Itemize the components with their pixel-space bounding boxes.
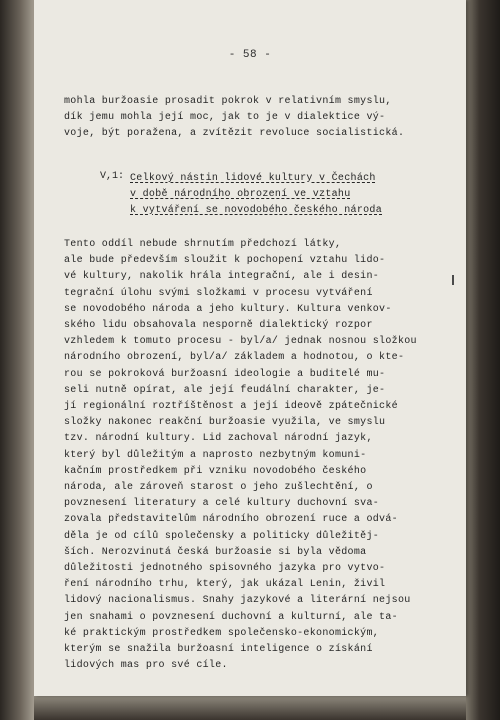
- text-line: děla je od cílů společensky a politicky důležitěj-: [64, 530, 380, 542]
- text-line: kačním prostředkem při vzniku novodobého českého: [64, 465, 367, 477]
- text-line: povznesení literatury a celé kultury duchovní sva-: [64, 498, 380, 510]
- text-line: jen snahami o povznesení duchovní a kulturní, ale ta-: [64, 611, 398, 623]
- section-number: V,1:: [100, 171, 125, 182]
- page-number: - 58 -: [228, 49, 272, 61]
- text-line: mohla buržoasie prosadit pokrok v relativním smyslu,: [64, 96, 392, 107]
- text-line: důležitosti jednotného spisovného jazyka pro vytvo-: [64, 563, 386, 575]
- body-paragraph: [64, 237, 454, 674]
- text-line: vzhledem k tomuto procesu - byl/a/ jednak nosnou složkou: [64, 336, 417, 348]
- scan-left-edge: [0, 0, 34, 720]
- text-line: Tento oddíl nebude shrnutím předchozí látky,: [64, 239, 342, 250]
- text-line: ření národního trhu, který, jak ukázal Lenin, živil: [64, 579, 386, 591]
- text-line: vé kultury, nakolik hrála integrační, ale i desin-: [64, 271, 380, 283]
- heading-line: Celkový nástin lidové kultury v Čechách: [130, 173, 376, 184]
- text-line: lidových mas pro své cíle.: [64, 660, 228, 672]
- text-line: národa, ale zároveň starost o jeho zušlechtění, o: [64, 482, 373, 494]
- heading-line: v době národního obrození ve vztahu: [130, 189, 351, 200]
- text-line: ale bude především sloužit k pochopení vztahu lido-: [64, 255, 386, 267]
- text-line: seli nutně opírat, ale její feudální charakter, je-: [64, 384, 386, 396]
- text-line: zovala představitelům národního obrození ruce a odvá-: [64, 514, 398, 526]
- text-line: který byl důležitým a naprosto nezbytným komuni-: [64, 449, 367, 461]
- text-line: se novodobého národa a jeho kultury. Kultura venkov-: [64, 303, 392, 315]
- text-line: tzv. národní kultury. Lid zachoval národní jazyk,: [64, 433, 373, 445]
- margin-mark: [452, 275, 454, 285]
- document-page: [34, 0, 466, 696]
- text-line: ského lidu obsahovala nesporně dialektický rozpor: [64, 320, 373, 332]
- text-line: rou se pokroková buržoasní ideologie a buditelé mu-: [64, 368, 386, 380]
- scan-bottom-edge: [34, 696, 466, 720]
- text-line: dík jemu mohla její moc, jak to je v dialektice vý-: [64, 112, 386, 124]
- text-line: národního obrození, byl/a/ základem a hodnotou, o kte-: [64, 352, 405, 364]
- text-line: voje, být poražena, a zvítězit revoluce socialistická.: [64, 128, 405, 140]
- intro-paragraph: [64, 94, 454, 143]
- scan-right-edge: [466, 0, 500, 720]
- text-line: lidový nacionalismus. Snahy jazykové a literární nejsou: [64, 595, 411, 607]
- text-line: ších. Nerozvinutá česká buržoasie si byla vědoma: [64, 546, 367, 558]
- text-line: tegrační úlohu svými složkami v procesu vytváření: [64, 287, 373, 299]
- text-line: kterým se snažila buržoasní inteligence o získání: [64, 644, 373, 656]
- text-line: složky nakonec reakční buržoasie využila, ve smyslu: [64, 417, 386, 429]
- text-line: jí regionální roztříštěnost a její ideově zpátečnické: [64, 401, 398, 413]
- text-line: ké praktickým prostředkem společensko-ekonomickým,: [64, 627, 380, 639]
- section-heading: [130, 171, 450, 219]
- heading-line: k vytváření se novodobého českého národa: [130, 205, 383, 216]
